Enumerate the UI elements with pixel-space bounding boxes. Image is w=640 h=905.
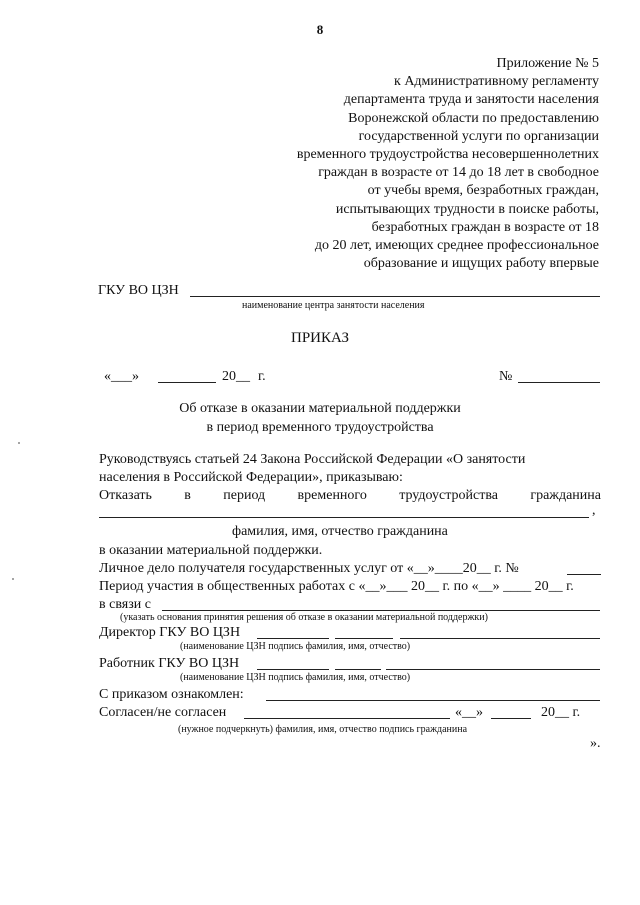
refuse-word: период: [223, 488, 266, 503]
director-fio-field[interactable]: [400, 638, 600, 639]
subject-line-2: в период временного трудоустройства: [206, 420, 434, 435]
order-date-year-suffix: г.: [258, 369, 266, 384]
period-label: Период участия в общественных работах с «__»___ 20__ г. по «__» ____ 20__ г.: [99, 579, 574, 594]
worker-center-field[interactable]: [257, 669, 329, 670]
preamble-line-2: населения в Российской Федерации», приказываю:: [99, 470, 403, 485]
order-date-year: 20__: [222, 369, 250, 384]
agree-month-field[interactable]: [491, 718, 531, 719]
director-center-field[interactable]: [257, 638, 329, 639]
agree-fio-field[interactable]: [244, 718, 450, 719]
worker-caption: (наименование ЦЗН подпись фамилия, имя, отчество): [180, 672, 411, 683]
annex-line: от учебы время, безработных граждан,: [367, 183, 599, 199]
case-label: Личное дело получателя государственных услуг от «__»____20__ г. №: [99, 561, 519, 576]
center-name-label: ГКУ ВО ЦЗН: [98, 283, 179, 298]
closing-quote: ».: [590, 736, 601, 751]
refuse-word: временного: [297, 488, 367, 503]
page-number: 8: [316, 22, 324, 37]
case-number-field[interactable]: [567, 574, 601, 575]
agree-date: «__»: [455, 705, 483, 720]
center-name-caption: наименование центра занятости населения: [242, 300, 425, 311]
order-date-month-field[interactable]: [158, 382, 216, 383]
agree-year: 20__ г.: [541, 705, 581, 720]
reason-caption: (указать основания принятия решения об отказе в оказании материальной поддержки): [120, 612, 488, 623]
director-signature-field[interactable]: [335, 638, 393, 639]
center-name-field[interactable]: [190, 296, 600, 297]
fio-caption: фамилия, имя, отчество гражданина: [232, 524, 448, 539]
annex-line: Приложение № 5: [496, 56, 599, 71]
order-number-label: №: [499, 369, 513, 384]
refuse-word: гражданина: [530, 488, 601, 503]
agree-label: Согласен/не согласен: [99, 705, 227, 720]
annex-line: департамента труда и занятости населения: [343, 92, 599, 108]
order-date-day: «___»: [104, 369, 139, 384]
annex-line: Воронежской области по предоставлению: [348, 110, 599, 126]
reason-label: в связи с: [99, 597, 151, 612]
annex-line: государственной услуги по организации: [358, 128, 599, 144]
familiar-label: С приказом ознакомлен:: [99, 687, 244, 702]
annex-header: [239, 55, 599, 273]
refuse-word: в: [184, 488, 191, 503]
worker-label: Работник ГКУ ВО ЦЗН: [99, 656, 240, 671]
refuse-word: Отказать: [99, 488, 152, 503]
fio-comma: ,: [592, 503, 596, 518]
subject-line-1: Об отказе в оказании материальной поддержки: [179, 401, 461, 416]
director-caption: (наименование ЦЗН подпись фамилия, имя, отчество): [180, 641, 411, 652]
refuse-line: [99, 488, 601, 504]
refuse-word: трудоустройства: [399, 488, 498, 503]
order-number-field[interactable]: [518, 382, 600, 383]
preamble-line-1: Руководствуясь статьей 24 Закона Российской Федерации «О занятости: [99, 452, 526, 467]
refuse-tail: в оказании материальной поддержки.: [99, 543, 323, 558]
annex-line: к Административному регламенту: [394, 74, 599, 90]
familiar-field[interactable]: [266, 700, 600, 701]
worker-signature-field[interactable]: [335, 669, 381, 670]
citizen-fio-field[interactable]: [99, 517, 589, 518]
worker-fio-field[interactable]: [386, 669, 600, 670]
annex-line: временного трудоустройства несовершеннолетних: [296, 147, 599, 163]
reason-field[interactable]: [162, 610, 600, 611]
annex-line: безработных граждан в возрасте от 18: [371, 219, 599, 235]
annex-line: до 20 лет, имеющих среднее профессиональное: [314, 238, 599, 254]
annex-line: граждан в возрасте от 14 до 18 лет в свободное: [318, 165, 599, 181]
order-title: ПРИКАЗ: [291, 330, 349, 346]
scan-speck: [12, 578, 14, 580]
director-label: Директор ГКУ ВО ЦЗН: [99, 625, 241, 640]
scan-speck: [18, 442, 20, 444]
agree-caption: (нужное подчеркнуть) фамилия, имя, отчество подпись гражданина: [178, 724, 468, 735]
annex-line: испытывающих трудности в поиске работы,: [335, 201, 599, 217]
annex-line: образование и ищущих работу впервые: [363, 256, 599, 272]
